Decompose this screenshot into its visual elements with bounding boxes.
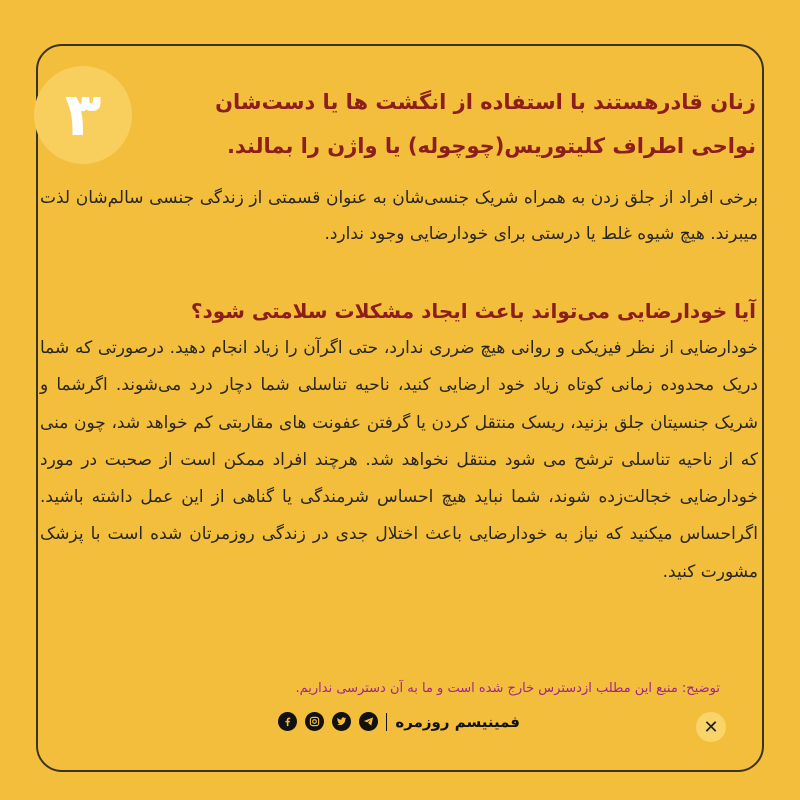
number-badge: ۳ xyxy=(34,66,132,164)
close-button[interactable] xyxy=(696,712,726,742)
source-note: توضیح: منبع این مطلب ازدسترس خارج شده است و ما به آن دسترسی نداریم. xyxy=(295,681,720,696)
brand-name: فمینیسم روزمره xyxy=(395,712,520,731)
question-heading: آیا خودارضایی می‌تواند باعث ایجاد مشکلات سلامتی شود؟ xyxy=(190,299,756,323)
body-paragraph: خودارضایی از نظر فیزیکی و روانی هیچ ضرری ندارد، حتی اگرآن را زیاد انجام دهید. درصورتی که شما دریک محدوده زمانی کوتاه زیاد خود ارضایی کنید، ناحیه تناسلی شما دچار درد می‌شوند. اگرشما و شریک جنسیتان جلق بزنید، ریسک منتقل کردن یا گرفتن عفونت های مقاربتی کم خواهد شد، چون منی که از ناحیه تناسلی ترشح می شود منتقل نخواهد شد. هرچند افراد ممکن است از صحبت در مورد خودارضایی خجالت‌زده شوند، شما نباید هیچ احساس شرمندگی یا گناهی از این عمل داشته باشید. اگراحساس میکنید که نیاز به خودارضایی باعث اختلال جدی در زندگی روزمرتان شده است با پزشک مشورت کنید. xyxy=(40,338,758,582)
twitter-icon[interactable] xyxy=(332,712,351,731)
instagram-icon[interactable] xyxy=(305,712,324,731)
section-heading: زنان قادرهستند با استفاده از انگشت ها یا دست‌شان نواحی اطراف کلیتوریس(چوچوله) یا واژن را بمالند. xyxy=(215,90,756,158)
intro-paragraph: برخی افراد از جلق زدن به همراه شریک جنسی‌شان به عنوان قسمتی از زندگی جنسی سالم‌شان لذت میبرند. هیچ شیوه غلط یا درستی برای خودارضایی وجود ندارد. xyxy=(40,188,758,244)
footer-brand xyxy=(278,712,520,731)
telegram-icon[interactable] xyxy=(359,712,378,731)
footer-divider xyxy=(386,713,387,731)
facebook-icon[interactable] xyxy=(278,712,297,731)
close-icon: ✕ xyxy=(703,716,719,738)
